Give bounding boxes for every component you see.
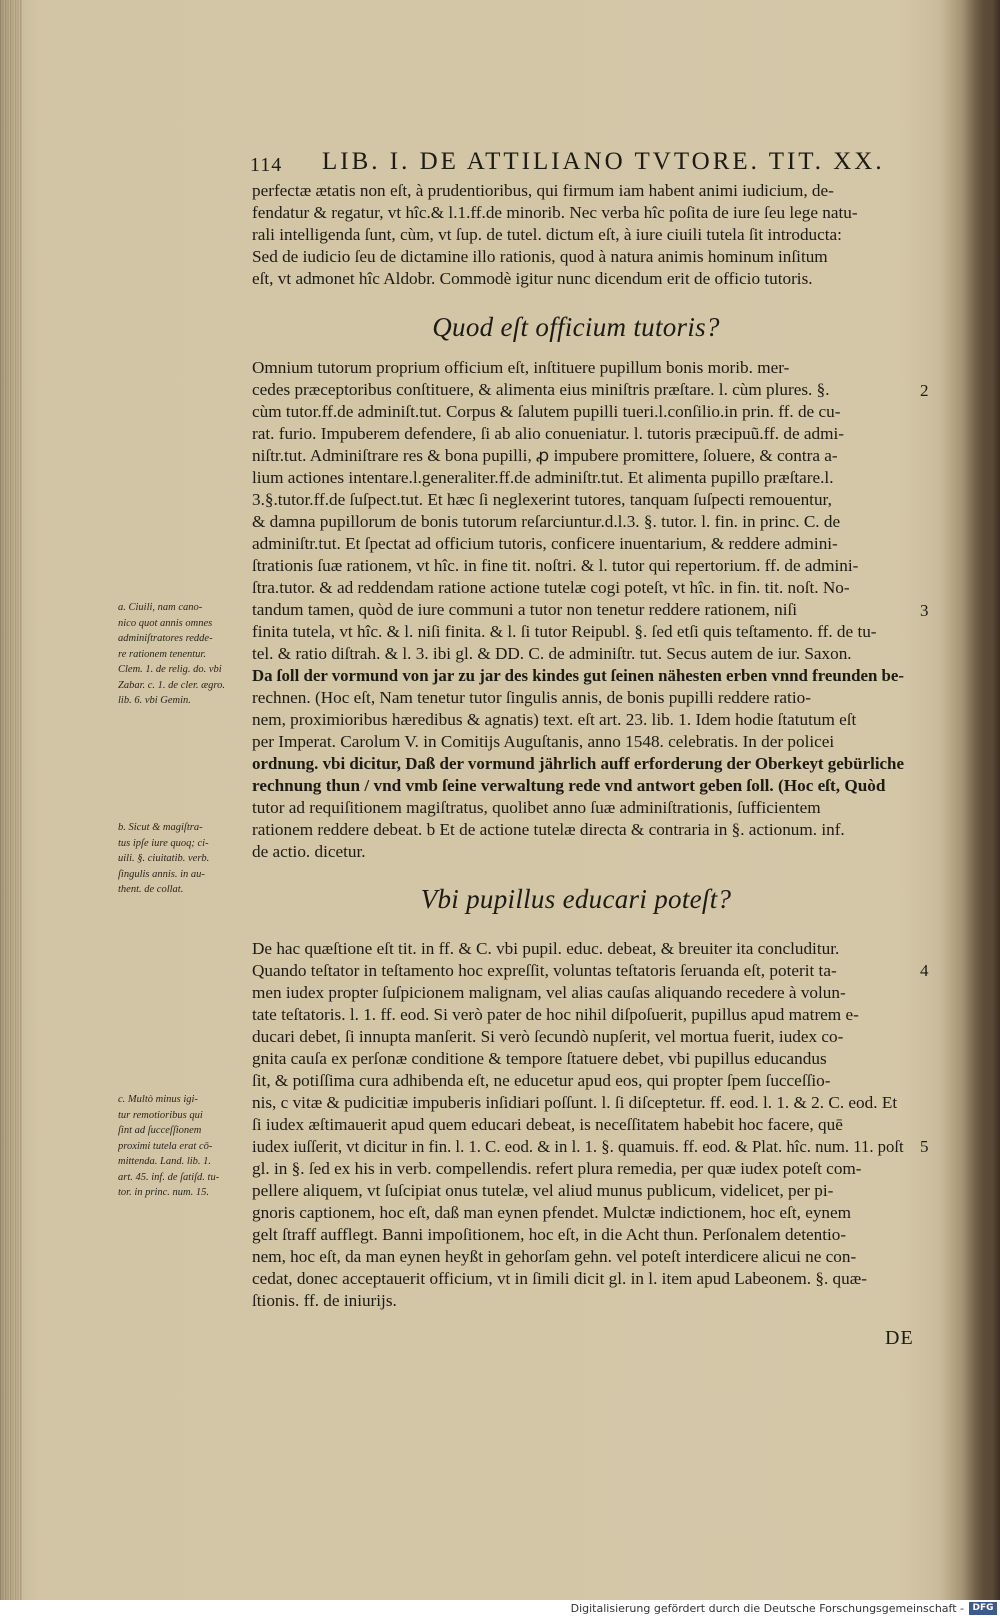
text-line-german: Da ſoll der vormund von jar zu jar des kindes gut ſeinen nähesten erben vnnd freunden be- — [252, 666, 904, 685]
page-number: 114 — [250, 154, 283, 176]
text-line: nis, c vitæ & pudicitiæ impuberis inſidiari poſſunt. l. ſi diſceptetur. ff. eod. l. 1. & 2. C. eod. Et — [252, 1093, 898, 1112]
note-line: uili. §. ciuitatib. verb. — [118, 853, 210, 864]
marginal-number: 3 — [920, 601, 929, 620]
section-ubi-pupillus — [252, 938, 904, 1312]
note-line: ſint ad ſucceſſionem — [118, 1125, 202, 1136]
text-line: rat. furio. Impuberem defendere, ſi ab alio conueniatur. l. tutoris præcipuũ.ff. de admi- — [252, 424, 844, 443]
note-line: tur remotioribus qui — [118, 1109, 203, 1121]
digitization-footer — [0, 1600, 1000, 1618]
text-line: cedes præceptoribus conſtituere, & alimenta eius miniſtris præſtare. l. cùm plures. §. — [252, 380, 830, 399]
text-line: tel. & ratio diſtrah. & l. 3. ibi gl. & DD. C. de adminiſtr. tut. Secus autem de iur. Saxon. — [252, 644, 852, 663]
note-line: re rationem tenentur. — [118, 648, 206, 660]
note-line: tus ipſe iure quoq; ci- — [118, 837, 209, 849]
note-line: c. Multò minus igi- — [118, 1094, 198, 1105]
text-line: ſtra.tutor. & ad reddendam ratione actione tutelæ cogi poteſt, vt hîc. in fin. tit. noſt. No- — [252, 578, 850, 597]
text-line: cùm tutor.ff.de adminiſt.tut. Corpus & ſalutem pupilli tueri.l.conſilio.in prin. ff. de cu- — [252, 402, 841, 421]
text-line: Quando teſtator in teſtamento hoc expreſſit, voluntas teſtatoris ſeruanda eſt, poterit ta- — [252, 961, 837, 980]
text-line-german: rechnung thun / vnd vmb ſeine verwaltung rede vnd antwort geben ſoll. (Hoc eſt, Quòd — [252, 776, 886, 795]
text-line: niſtr.tut. Adminiſtrare res & bona pupilli, ꝓ impubere promittere, ſoluere, & contra a- — [252, 446, 838, 465]
text-line: nem, hoc eſt, da man eynen heyßt in gehorſam gehn. vel poteſt interdicere alicui ne con- — [252, 1247, 857, 1266]
note-line: ſingulis annis. in au- — [118, 868, 205, 880]
text-line: & damna pupillorum de bonis tutorum reſarciuntur.d.l.3. §. tutor. l. fin. in princ. C. de — [252, 512, 841, 531]
running-head-title: LIB. I. DE ATTILIANO TVTORE. TIT. XX. — [322, 148, 885, 175]
heading-officium-tutoris: Quod eſt officium tutoris? — [432, 312, 720, 342]
heading-ubi-pupillus: Vbi pupillus educari poteſt? — [420, 884, 732, 914]
note-line: b. Sicut & magiſtra- — [118, 822, 203, 833]
marginal-number: 5 — [920, 1137, 929, 1156]
bleed-through-text — [300, 1320, 860, 1376]
text-line: cedat, donec acceptauerit officium, vt in ſimili dicit gl. in l. item apud Labeonem. §. quæ- — [252, 1269, 867, 1288]
note-line: nico quot annis omnes — [118, 617, 213, 629]
text-line: rali intelligenda ſunt, cùm, vt ſup. de tutel. dictum eſt, à iure ciuili tutela ſit introducta: — [252, 225, 842, 244]
note-line: lib. 6. vbi Gemin. — [118, 695, 191, 706]
footer-credit: Digitalisierung gefördert durch die Deutsche Forschungsgemeinschaft - — [570, 1602, 964, 1615]
text-line: gelt ſtraff aufflegt. Banni impoſitionem, hoc eſt, in die Acht thun. Perſonalem detentio- — [252, 1225, 847, 1244]
margin-note-c — [118, 1092, 250, 1201]
text-line: iudex iuſſerit, vt dicitur in fin. l. 1. C. eod. & in l. 1. §. quamuis. ff. eod. & Plat. hîc. num. 11. poſt — [252, 1137, 904, 1156]
text-line: ſtionis. ff. de iniurijs. — [252, 1291, 397, 1310]
text-line: gnita cauſa ex perſonæ conditione & tempore ſtatuere debet, vbi pupillus educandus — [252, 1049, 827, 1068]
text-line: 3.§.tutor.ff.de ſuſpect.tut. Et hæc ſi neglexerint tutores, tanquam ſuſpecti remouentur, — [252, 490, 832, 509]
note-line: tor. in princ. num. 15. — [118, 1187, 210, 1198]
section-officium-tutoris — [252, 357, 904, 863]
note-line: a. Ciuili, nam cano- — [118, 602, 203, 613]
text-line: adminiſtr.tut. Et ſpectat ad officium tutoris, conficere inuentarium, & reddere admini- — [252, 534, 838, 553]
note-line: proximi tutela erat cō- — [118, 1140, 213, 1152]
text-line: fendatur & regatur, vt hîc.& l.1.ff.de minorib. Nec verba hîc poſita de iure ſeu lege natu- — [252, 203, 858, 222]
text-line: Sed de iudicio ſeu de dictamine illo rationis, quod à natura animis hominum inſitum — [252, 247, 828, 266]
note-line: mittenda. Land. lib. 1. — [118, 1156, 212, 1167]
note-line: art. 45. inf. de ſatiſd. tu- — [118, 1171, 220, 1183]
text-line-german: ordnung. vbi dicitur, Daß der vormund jährlich auff erforderung der Oberkeyt gebürliche — [252, 754, 904, 773]
dfg-logo-icon: DFG — [969, 1602, 997, 1615]
text-line: per Imperat. Carolum V. in Comitijs Auguſtanis, anno 1548. celebratis. In der policei — [252, 732, 835, 751]
note-line: thent. de collat. — [118, 884, 184, 895]
catchword: DE — [885, 1327, 914, 1349]
text-line: de actio. dicetur. — [252, 842, 366, 861]
margin-note-a — [118, 600, 250, 709]
text-line: gnoris captionem, hoc eſt, daß man eynen pfendet. Mulctæ indictionem, hoc eſt, eynem — [252, 1203, 852, 1222]
text-line: rationem reddere debeat. b Et de actione tutelæ directa & contraria in §. actionum. inf. — [252, 820, 845, 839]
text-line: tandum tamen, quòd de iure communi a tutor non tenetur reddere rationem, niſi — [252, 600, 798, 619]
text-line: tate teſtatoris. l. 1. ff. eod. Si verò pater de hoc nihil diſpoſuerit, pupillus apud matrem e- — [252, 1005, 859, 1024]
text-line: De hac quæſtione eſt tit. in ff. & C. vbi pupil. educ. debeat, & breuiter ita concluditur. — [252, 939, 840, 958]
note-line: Zabar. c. 1. de cler. ægro. — [118, 679, 225, 691]
text-line: finita tutela, vt hîc. & l. niſi finita. & l. ſi tutor Reipubl. §. ſed etſi quis teſtamento. ff. de tu- — [252, 622, 877, 641]
running-head — [250, 148, 890, 178]
text-line: nem, proximioribus hæredibus & agnatis) text. eſt art. 23. lib. 1. Idem hodie ſtatutum eſt — [252, 710, 857, 729]
text-line: ſi iudex æſtimauerit apud quem educari debeat, is neceſſitatem habebit hoc facere, quē — [252, 1115, 843, 1134]
text-line: ducari debet, ſi innupta manſerit. Si verò ſecundò nupſerit, vel mortua fuerit, iudex co- — [252, 1027, 844, 1046]
text-line: pellere aliquem, vt ſuſcipiat onus tutelæ, vel aliud munus publicum, videlicet, per pi- — [252, 1181, 834, 1200]
text-line: rechnen. (Hoc eſt, Nam tenetur tutor ſingulis annis, de bonis pupilli reddere ratio- — [252, 688, 811, 707]
text-line: perfectæ ætatis non eſt, à prudentioribus, qui firmum iam habent animi iudicium, de- — [252, 181, 834, 200]
text-line: gl. in §. ſed ex his in verb. compellendis. refert plura remedia, per quæ iudex poteſt com- — [252, 1159, 862, 1178]
note-line: adminiſtratores redde- — [118, 633, 213, 644]
section-intro — [252, 180, 904, 290]
text-line: Omnium tutorum proprium officium eſt, inſtituere pupillum bonis morib. mer- — [252, 358, 790, 377]
marginal-number: 4 — [920, 961, 929, 980]
marginal-number: 2 — [920, 381, 929, 400]
margin-note-b — [118, 820, 250, 898]
text-line: tutor ad requiſitionem magiſtratus, quolibet anno ſuæ adminiſtrationis, ſufficientem — [252, 798, 821, 817]
text-line: lium actiones intentare.l.generaliter.ff.de adminiſtr.tut. Et alimenta pupillo præſtare.l. — [252, 468, 834, 487]
text-line: ſtrationis ſuæ rationem, vt hîc. in fine tit. noſtri. & l. tutor qui repertorium. ff. de admini- — [252, 556, 859, 575]
text-line: men iudex propter ſuſpicionem malignam, vel alias cauſas aliquando recedere à volun- — [252, 983, 846, 1002]
text-line: eſt, vt admonet hîc Aldobr. Commodè igitur nunc dicendum erit de officio tutoris. — [252, 269, 813, 288]
text-line: ſit, & potiſſima cura adhibenda eſt, ne educetur apud eos, qui propter ſpem ſucceſſio- — [252, 1071, 831, 1090]
note-line: Clem. 1. de relig. do. vbi — [118, 664, 222, 675]
